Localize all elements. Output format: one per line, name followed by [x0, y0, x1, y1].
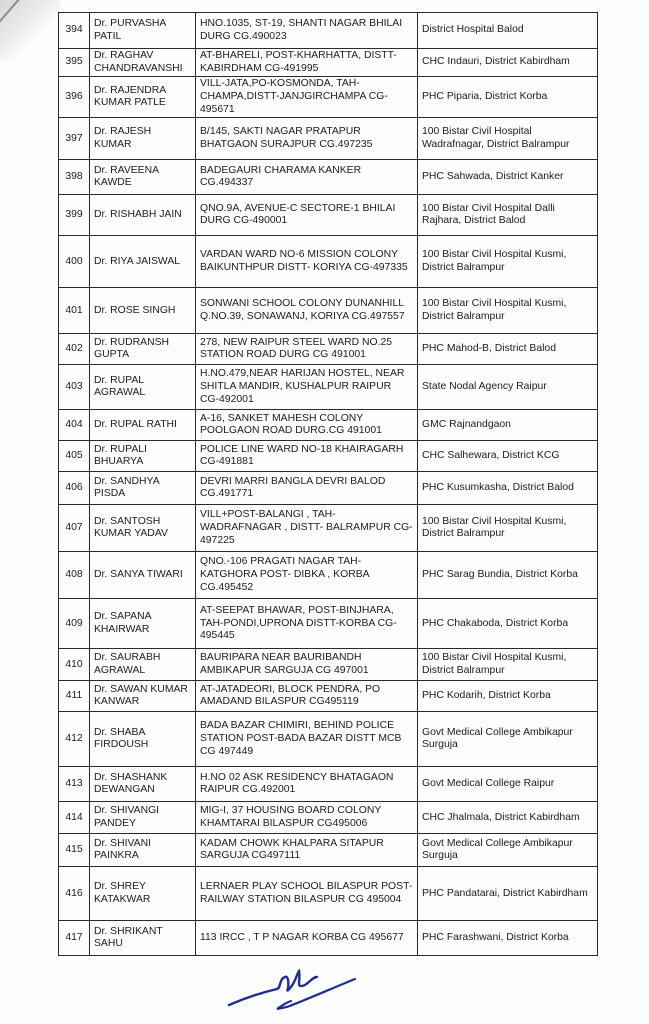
table-row	[59, 13, 598, 49]
posting-place-cell: 100 Bistar Civil Hospital Kusmi, District Balrampur	[418, 649, 598, 681]
serial-number-cell: 415	[59, 834, 90, 867]
doctor-name-cell: Dr. SHREY KATAKWAR	[90, 867, 196, 921]
address-cell: POLICE LINE WARD NO-18 KHAIRAGARH CG-491881	[196, 441, 418, 472]
address-cell: BADEGAURI CHARAMA KANKER CG.494337	[196, 160, 418, 195]
serial-number-cell: 409	[59, 599, 90, 649]
doctor-name-cell: Dr. RUPAL AGRAWAL	[90, 365, 196, 410]
table-row	[59, 288, 598, 334]
posting-place-cell: Govt Medical College Ambikapur Surguja	[418, 834, 598, 867]
address-cell: DEVRI MARRI BANGLA DEVRI BALOD CG.491771	[196, 472, 418, 505]
table-row	[59, 77, 598, 118]
serial-number-cell: 403	[59, 365, 90, 410]
table-row	[59, 195, 598, 236]
table-row	[59, 681, 598, 712]
table-row	[59, 334, 598, 365]
serial-number-cell: 404	[59, 410, 90, 441]
posting-place-cell: District Hospital Balod	[418, 13, 598, 49]
serial-number-cell: 401	[59, 288, 90, 334]
table-row	[59, 649, 598, 681]
address-cell: MIG-I, 37 HOUSING BOARD COLONY KHAMTARAI BILASPUR CG495006	[196, 802, 418, 834]
table-row	[59, 834, 598, 867]
posting-place-cell: 100 Bistar Civil Hospital Wadrafnagar, District Balrampur	[418, 118, 598, 160]
posting-place-cell: GMC Rajnandgaon	[418, 410, 598, 441]
serial-number-cell: 399	[59, 195, 90, 236]
table-row	[59, 49, 598, 77]
doctor-name-cell: Dr. ROSE SINGH	[90, 288, 196, 334]
serial-number-cell: 417	[59, 921, 90, 956]
address-cell: AT-SEEPAT BHAWAR, POST-BINJHARA, TAH-PONDI,UPRONA DISTT-KORBA CG-495445	[196, 599, 418, 649]
table-row	[59, 472, 598, 505]
address-cell: KADAM CHOWK KHALPARA SITAPUR SARGUJA CG497111	[196, 834, 418, 867]
table-row	[59, 365, 598, 410]
address-cell: AT-BHARELI, POST-KHARHATTA, DISTT-KABIRDHAM CG-491995	[196, 49, 418, 77]
doctor-name-cell: Dr. SANYA TIWARI	[90, 552, 196, 599]
posting-place-cell: PHC Chakaboda, District Korba	[418, 599, 598, 649]
table-row	[59, 118, 598, 160]
posting-place-cell: PHC Farashwani, District Korba	[418, 921, 598, 956]
posting-place-cell: Govt Medical College Ambikapur Surguja	[418, 712, 598, 767]
posting-place-cell: PHC Sarag Bundia, District Korba	[418, 552, 598, 599]
doctor-name-cell: Dr. RUPALI BHUARYA	[90, 441, 196, 472]
serial-number-cell: 416	[59, 867, 90, 921]
table-row	[59, 552, 598, 599]
serial-number-cell: 406	[59, 472, 90, 505]
doctor-name-cell: Dr. SAWAN KUMAR KANWAR	[90, 681, 196, 712]
doctor-name-cell: Dr. RAJESH KUMAR	[90, 118, 196, 160]
posting-place-cell: PHC Sahwada, District Kanker	[418, 160, 598, 195]
doctor-name-cell: Dr. SAPANA KHAIRWAR	[90, 599, 196, 649]
address-cell: QNO.-106 PRAGATI NAGAR TAH-KATGHORA POST- DIBKA , KORBA CG.495452	[196, 552, 418, 599]
doctor-name-cell: Dr. SAURABH AGRAWAL	[90, 649, 196, 681]
serial-number-cell: 402	[59, 334, 90, 365]
table-row	[59, 599, 598, 649]
doctor-name-cell: Dr. PURVASHA PATIL	[90, 13, 196, 49]
address-cell: B/145, SAKTI NAGAR PRATAPUR BHATGAON SURAJPUR CG.497235	[196, 118, 418, 160]
serial-number-cell: 410	[59, 649, 90, 681]
serial-number-cell: 394	[59, 13, 90, 49]
posting-place-cell: PHC Piparia, District Korba	[418, 77, 598, 118]
posting-place-cell: Govt Medical College Raipur	[418, 767, 598, 802]
doctor-name-cell: Dr. SHRIKANT SAHU	[90, 921, 196, 956]
address-cell: BAURIPARA NEAR BAURIBANDH AMBIKAPUR SARGUJA CG 497001	[196, 649, 418, 681]
doctor-name-cell: Dr. RAJENDRA KUMAR PATLE	[90, 77, 196, 118]
table-row	[59, 441, 598, 472]
serial-number-cell: 405	[59, 441, 90, 472]
address-cell: VARDAN WARD NO-6 MISSION COLONY BAIKUNTHPUR DISTT- KORIYA CG-497335	[196, 236, 418, 288]
serial-number-cell: 395	[59, 49, 90, 77]
serial-number-cell: 413	[59, 767, 90, 802]
doctor-name-cell: Dr. SHIVANI PAINKRA	[90, 834, 196, 867]
serial-number-cell: 408	[59, 552, 90, 599]
address-cell: H.NO.479,NEAR HARIJAN HOSTEL, NEAR SHITLA MANDIR, KUSHALPUR RAIPUR CG-492001	[196, 365, 418, 410]
table-row	[59, 236, 598, 288]
posting-place-cell: PHC Pandatarai, District Kabirdham	[418, 867, 598, 921]
doctor-name-cell: Dr. SHIVANGI PANDEY	[90, 802, 196, 834]
posting-place-cell: CHC Indauri, District Kabirdham	[418, 49, 598, 77]
serial-number-cell: 400	[59, 236, 90, 288]
doctor-name-cell: Dr. RUPAL RATHI	[90, 410, 196, 441]
doctor-name-cell: Dr. RAGHAV CHANDRAVANSHI	[90, 49, 196, 77]
serial-number-cell: 397	[59, 118, 90, 160]
posting-place-cell: 100 Bistar Civil Hospital Kusmi, District Balrampur	[418, 288, 598, 334]
address-cell: LERNAER PLAY SCHOOL BILASPUR POST-RAILWAY STATION BILASPUR CG 495004	[196, 867, 418, 921]
doctor-name-cell: Dr. SHABA FIRDOUSH	[90, 712, 196, 767]
doctor-name-cell: Dr. SHASHANK DEWANGAN	[90, 767, 196, 802]
address-cell: SONWANI SCHOOL COLONY DUNANHILL Q.NO.39, SONAWANJ, KORIYA CG.497557	[196, 288, 418, 334]
posting-place-cell: CHC Salhewara, District KCG	[418, 441, 598, 472]
serial-number-cell: 412	[59, 712, 90, 767]
doctor-name-cell: Dr. RUDRANSH GUPTA	[90, 334, 196, 365]
table-row	[59, 802, 598, 834]
posting-place-cell: 100 Bistar Civil Hospital Kusmi, District Balrampur	[418, 505, 598, 552]
signature	[225, 965, 385, 1021]
address-cell: HNO.1035, ST-19, SHANTI NAGAR BHILAI DURG CG.490023	[196, 13, 418, 49]
serial-number-cell: 411	[59, 681, 90, 712]
address-cell: 113 IRCC , T P NAGAR KORBA CG 495677	[196, 921, 418, 956]
serial-number-cell: 414	[59, 802, 90, 834]
address-cell: 278, NEW RAIPUR STEEL WARD NO.25 STATION ROAD DURG CG 491001	[196, 334, 418, 365]
posting-place-cell: PHC Kusumkasha, District Balod	[418, 472, 598, 505]
doctor-name-cell: Dr. RAVEENA KAWDE	[90, 160, 196, 195]
address-cell: VILL-JATA,PO-KOSMONDA, TAH-CHAMPA,DISTT-JANJGIRCHAMPA CG-495671	[196, 77, 418, 118]
address-cell: AT-JATADEORI, BLOCK PENDRA, PO AMADAND BILASPUR CG495119	[196, 681, 418, 712]
table-row	[59, 505, 598, 552]
posting-place-cell: 100 Bistar Civil Hospital Kusmi, District Balrampur	[418, 236, 598, 288]
posting-place-cell: 100 Bistar Civil Hospital Dalli Rajhara, District Balod	[418, 195, 598, 236]
table-row	[59, 410, 598, 441]
address-cell: VILL+POST-BALANGI , TAH-WADRAFNAGAR , DISTT- BALRAMPUR CG-497225	[196, 505, 418, 552]
address-cell: H.NO 02 ASK RESIDENCY BHATAGAON RAIPUR CG.492001	[196, 767, 418, 802]
table-row	[59, 160, 598, 195]
posting-place-cell: CHC Jhalmala, District Kabirdham	[418, 802, 598, 834]
serial-number-cell: 396	[59, 77, 90, 118]
address-cell: A-16, SANKET MAHESH COLONY POOLGAON ROAD DURG.CG 491001	[196, 410, 418, 441]
doctor-name-cell: Dr. SANTOSH KUMAR YADAV	[90, 505, 196, 552]
doctor-posting-table	[58, 12, 598, 956]
posting-place-cell: PHC Kodarih, District Korba	[418, 681, 598, 712]
table-row	[59, 767, 598, 802]
serial-number-cell: 398	[59, 160, 90, 195]
address-cell: QNO.9A, AVENUE-C SECTORE-1 BHILAI DURG CG-490001	[196, 195, 418, 236]
table-row	[59, 712, 598, 767]
doctor-name-cell: Dr. SANDHYA PISDA	[90, 472, 196, 505]
serial-number-cell: 407	[59, 505, 90, 552]
doctor-name-cell: Dr. RISHABH JAIN	[90, 195, 196, 236]
posting-place-cell: PHC Mahod-B, District Balod	[418, 334, 598, 365]
doctor-name-cell: Dr. RIYA JAISWAL	[90, 236, 196, 288]
posting-place-cell: State Nodal Agency Raipur	[418, 365, 598, 410]
address-cell: BADA BAZAR CHIMIRI, BEHIND POLICE STATION POST-BADA BAZAR DISTT MCB CG 497449	[196, 712, 418, 767]
table-row	[59, 921, 598, 956]
table-row	[59, 867, 598, 921]
